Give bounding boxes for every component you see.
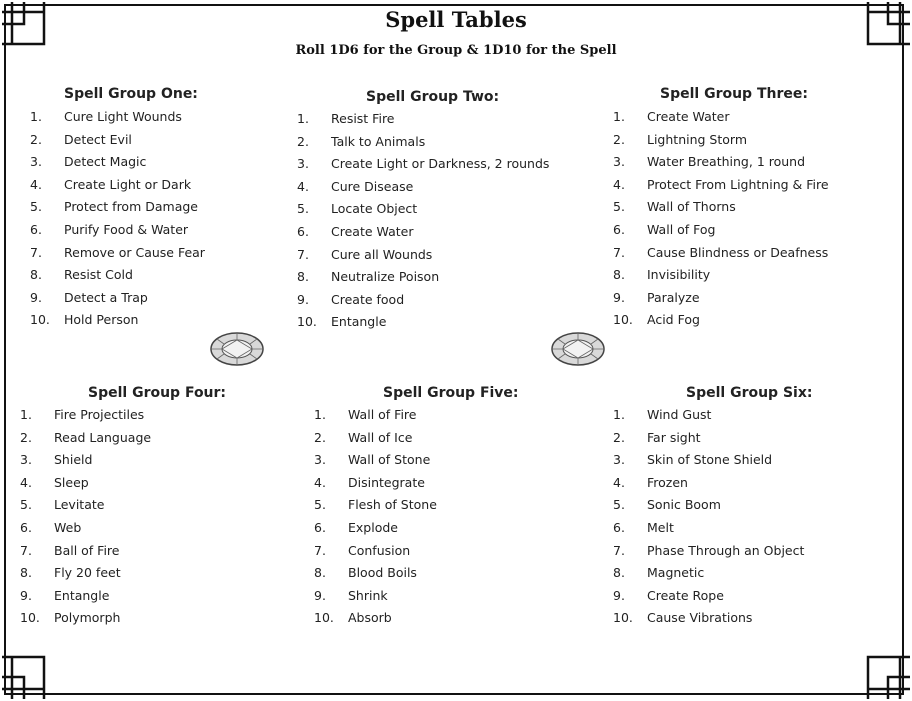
spell-name: Magnetic	[647, 565, 705, 581]
spell-name: Hold Person	[64, 312, 139, 328]
list-item	[20, 404, 151, 427]
group-heading: Spell Group Five:	[383, 385, 519, 401]
list-item	[20, 585, 151, 608]
spell-name: Wind Gust	[647, 407, 712, 422]
group-heading: Spell Group Two:	[366, 89, 500, 105]
list-item	[314, 494, 437, 517]
item-number: 1.	[20, 407, 32, 422]
spell-name: Ball of Fire	[54, 542, 120, 558]
item-number: 4.	[297, 178, 309, 194]
list-item	[20, 540, 151, 563]
item-number: 8.	[30, 267, 42, 283]
list-item	[613, 607, 804, 630]
item-number: 2.	[30, 131, 42, 147]
item-number: 3.	[613, 154, 625, 170]
spell-group-six	[613, 385, 893, 635]
item-number: 8.	[314, 565, 326, 581]
spell-name: Cause Blindness or Deafness	[647, 244, 829, 260]
spell-name: Read Language	[54, 429, 152, 445]
item-number: 9.	[314, 587, 326, 603]
spell-name: Far sight	[647, 429, 701, 445]
spell-name: Phase Through an Object	[647, 542, 805, 558]
item-number: 2.	[20, 429, 32, 445]
list-item	[314, 607, 437, 630]
spell-group-one	[30, 86, 290, 336]
list-item	[20, 562, 151, 585]
list-item	[30, 219, 205, 242]
list-item	[297, 131, 549, 154]
spell-name: Create food	[331, 291, 405, 307]
spell-name: Fire Projectiles	[54, 407, 145, 422]
list-item	[297, 108, 549, 131]
spell-name: Disintegrate	[348, 474, 425, 490]
spell-name: Create Water	[647, 109, 730, 124]
item-number: 10.	[314, 610, 334, 626]
item-number: 6.	[30, 221, 42, 237]
list-item	[314, 517, 437, 540]
spell-list	[20, 404, 151, 630]
spell-name: Wall of Fog	[647, 221, 716, 237]
list-item	[613, 242, 829, 265]
item-number: 3.	[314, 452, 326, 468]
item-number: 3.	[20, 452, 32, 468]
spell-name: Protect from Damage	[64, 199, 198, 215]
spell-name: Neutralize Poison	[331, 269, 440, 285]
list-item	[30, 287, 205, 310]
list-item	[613, 219, 829, 242]
list-item	[613, 449, 804, 472]
spell-name: Paralyze	[647, 289, 700, 305]
spell-list	[30, 106, 205, 332]
item-number: 6.	[297, 223, 309, 239]
spell-list	[613, 106, 829, 332]
item-number: 7.	[613, 542, 625, 558]
item-number: 7.	[314, 542, 326, 558]
spell-name: Confusion	[348, 542, 411, 558]
list-item	[314, 472, 437, 495]
spell-name: Purify Food & Water	[64, 221, 189, 237]
item-number: 4.	[613, 176, 625, 192]
item-number: 8.	[297, 269, 309, 285]
spell-name: Wall of Fire	[348, 407, 417, 422]
spell-name: Create Light or Dark	[64, 176, 192, 192]
spell-name: Flesh of Stone	[348, 497, 437, 513]
list-item	[30, 151, 205, 174]
list-item	[30, 106, 205, 129]
list-item	[613, 106, 829, 129]
group-heading: Spell Group Three:	[660, 86, 808, 102]
list-item	[20, 494, 151, 517]
item-number: 8.	[613, 267, 625, 283]
spell-name: Cure all Wounds	[331, 246, 433, 262]
list-item	[613, 151, 829, 174]
spell-name: Wall of Thorns	[647, 199, 736, 215]
item-number: 5.	[297, 201, 309, 217]
list-item	[297, 198, 549, 221]
spell-list	[613, 404, 804, 630]
list-item	[30, 309, 205, 332]
spell-name: Remove or Cause Fear	[64, 244, 205, 260]
item-number: 9.	[613, 289, 625, 305]
spell-name: Explode	[348, 519, 398, 535]
item-number: 4.	[30, 176, 42, 192]
list-item	[20, 517, 151, 540]
spell-name: Create Rope	[647, 587, 724, 603]
spell-name: Lightning Storm	[647, 131, 747, 147]
list-item	[297, 153, 549, 176]
list-item	[297, 221, 549, 244]
spell-list	[297, 108, 549, 334]
spell-group-three	[613, 86, 893, 336]
item-number: 4.	[20, 474, 32, 490]
spell-name: Fly 20 feet	[54, 565, 121, 581]
item-number: 10.	[20, 610, 40, 626]
item-number: 6.	[20, 519, 32, 535]
spell-name: Web	[54, 519, 82, 535]
spell-name: Acid Fog	[647, 312, 700, 328]
list-item	[314, 562, 437, 585]
spell-name: Skin of Stone Shield	[647, 452, 773, 468]
item-number: 7.	[297, 246, 309, 262]
list-item	[613, 562, 804, 585]
item-number: 3.	[297, 156, 309, 172]
list-item	[30, 196, 205, 219]
list-item	[297, 289, 549, 312]
list-item	[20, 472, 151, 495]
item-number: 5.	[314, 497, 326, 513]
item-number: 8.	[20, 565, 32, 581]
spell-name: Protect From Lightning & Fire	[647, 176, 829, 192]
spell-list	[314, 404, 437, 630]
list-item	[613, 427, 804, 450]
list-item	[613, 264, 829, 287]
page-title: Spell Tables	[385, 7, 527, 32]
list-item	[613, 196, 829, 219]
item-number: 4.	[314, 474, 326, 490]
list-item	[314, 540, 437, 563]
item-number: 9.	[30, 289, 42, 305]
item-number: 1.	[314, 407, 326, 422]
item-number: 2.	[297, 133, 309, 149]
spell-name: Sonic Boom	[647, 497, 721, 513]
spell-group-four	[20, 385, 290, 635]
spell-name: Create Water	[331, 223, 414, 239]
corner-ornament-icon	[2, 655, 46, 699]
spell-name: Create Light or Darkness, 2 rounds	[331, 156, 550, 172]
spell-name: Levitate	[54, 497, 105, 513]
spell-name: Sleep	[54, 474, 89, 490]
list-item	[613, 517, 804, 540]
list-item	[613, 540, 804, 563]
list-item	[613, 129, 829, 152]
item-number: 3.	[30, 154, 42, 170]
spell-name: Entangle	[331, 314, 387, 330]
spell-name: Detect a Trap	[64, 289, 148, 305]
spell-name: Absorb	[348, 610, 392, 626]
spell-name: Blood Boils	[348, 565, 417, 581]
item-number: 9.	[613, 587, 625, 603]
item-number: 1.	[613, 407, 625, 422]
spell-name: Wall of Stone	[348, 452, 431, 468]
list-item	[613, 494, 804, 517]
spell-name: Cure Light Wounds	[64, 109, 182, 124]
list-item	[30, 242, 205, 265]
spell-name: Polymorph	[54, 610, 121, 626]
spell-group-two	[297, 89, 597, 339]
list-item	[613, 174, 829, 197]
list-item	[314, 427, 437, 450]
list-item	[297, 244, 549, 267]
list-item	[30, 174, 205, 197]
item-number: 1.	[613, 109, 625, 124]
item-number: 7.	[30, 244, 42, 260]
group-heading: Spell Group Four:	[88, 385, 227, 401]
spell-name: Detect Evil	[64, 131, 132, 147]
item-number: 10.	[613, 610, 633, 626]
item-number: 6.	[613, 221, 625, 237]
spell-name: Cure Disease	[331, 178, 414, 194]
oval-gem-icon	[209, 331, 265, 367]
list-item	[613, 472, 804, 495]
spell-name: Entangle	[54, 587, 110, 603]
spell-name: Talk to Animals	[331, 133, 426, 149]
spell-group-five	[314, 385, 594, 635]
spell-name: Melt	[647, 519, 674, 535]
spell-name: Shield	[54, 452, 93, 468]
item-number: 2.	[314, 429, 326, 445]
list-item	[613, 404, 804, 427]
list-item	[30, 264, 205, 287]
spell-name: Cause Vibrations	[647, 610, 753, 626]
list-item	[314, 404, 437, 427]
spell-name: Invisibility	[647, 267, 711, 283]
list-item	[613, 287, 829, 310]
list-item	[297, 311, 549, 334]
spell-name: Resist Cold	[64, 267, 133, 283]
list-item	[297, 176, 549, 199]
item-number: 7.	[613, 244, 625, 260]
list-item	[297, 266, 549, 289]
spell-name: Detect Magic	[64, 154, 147, 170]
list-item	[20, 607, 151, 630]
item-number: 7.	[20, 542, 32, 558]
list-item	[613, 309, 829, 332]
item-number: 5.	[613, 199, 625, 215]
spell-name: Shrink	[348, 587, 388, 603]
spell-name: Wall of Ice	[348, 429, 413, 445]
group-heading: Spell Group One:	[64, 86, 198, 102]
item-number: 10.	[30, 312, 50, 328]
item-number: 9.	[297, 291, 309, 307]
list-item	[314, 449, 437, 472]
list-item	[20, 449, 151, 472]
item-number: 6.	[314, 519, 326, 535]
list-item	[20, 427, 151, 450]
oval-gem-icon	[550, 331, 606, 367]
list-item	[314, 585, 437, 608]
item-number: 2.	[613, 131, 625, 147]
spell-name: Frozen	[647, 474, 688, 490]
item-number: 1.	[297, 111, 309, 126]
page-subtitle: Roll 1D6 for the Group & 1D10 for the Spell	[295, 43, 617, 58]
spell-name: Resist Fire	[331, 111, 395, 126]
item-number: 4.	[613, 474, 625, 490]
item-number: 1.	[30, 109, 42, 124]
item-number: 9.	[20, 587, 32, 603]
item-number: 6.	[613, 519, 625, 535]
group-heading: Spell Group Six:	[686, 385, 813, 401]
item-number: 10.	[613, 312, 633, 328]
item-number: 8.	[613, 565, 625, 581]
item-number: 3.	[613, 452, 625, 468]
corner-ornament-icon	[866, 655, 910, 699]
item-number: 5.	[20, 497, 32, 513]
item-number: 5.	[30, 199, 42, 215]
spell-name: Water Breathing, 1 round	[647, 154, 806, 170]
spell-name: Locate Object	[331, 201, 418, 217]
list-item	[30, 129, 205, 152]
list-item	[613, 585, 804, 608]
item-number: 2.	[613, 429, 625, 445]
item-number: 10.	[297, 314, 317, 330]
item-number: 5.	[613, 497, 625, 513]
